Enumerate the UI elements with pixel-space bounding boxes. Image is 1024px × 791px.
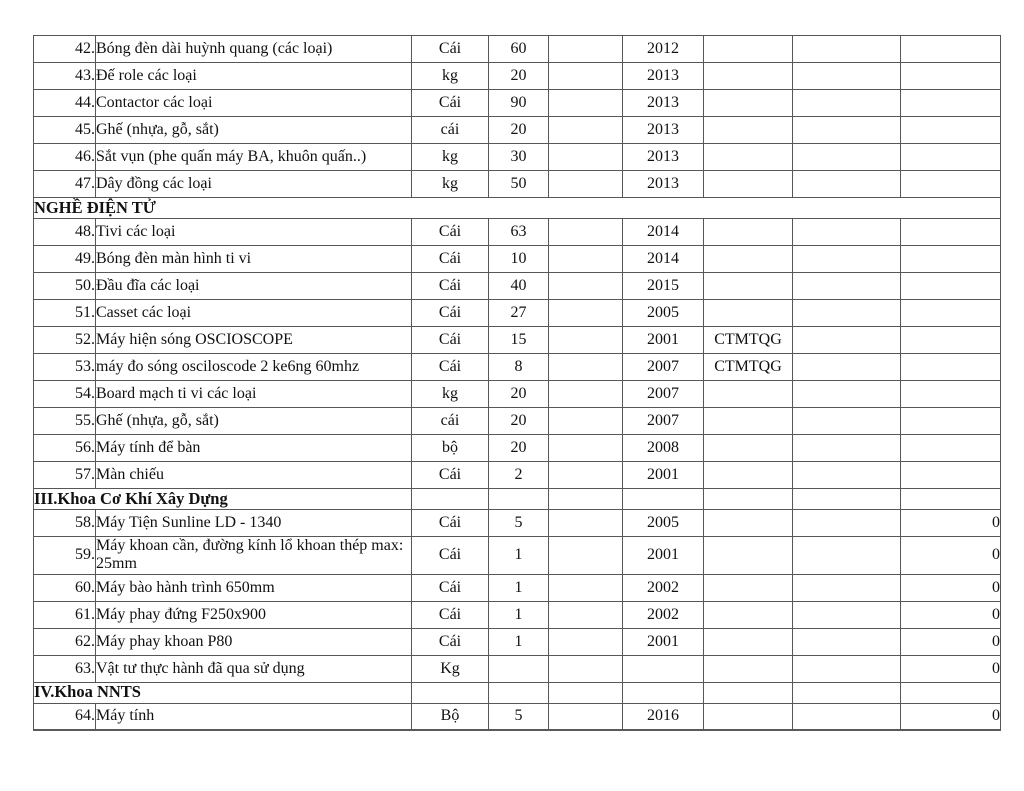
blank-cell xyxy=(793,300,901,327)
unit-cell: Kg xyxy=(412,655,489,682)
section-row xyxy=(34,489,1001,510)
row-number-cell: 44. xyxy=(34,90,96,117)
item-name-cell: Máy tính để bàn xyxy=(96,435,412,462)
blank-cell xyxy=(793,273,901,300)
year-cell: 2007 xyxy=(623,354,704,381)
year-cell: 2002 xyxy=(623,601,704,628)
quantity-cell: 27 xyxy=(489,300,549,327)
table-row xyxy=(34,381,1001,408)
quantity-cell: 5 xyxy=(489,703,549,730)
item-name-cell: Contactor các loại xyxy=(96,90,412,117)
table-row xyxy=(34,246,1001,273)
blank-cell xyxy=(549,601,623,628)
quantity-cell: 1 xyxy=(489,574,549,601)
item-name-cell: Board mạch ti vi các loại xyxy=(96,381,412,408)
unit-cell: Cái xyxy=(412,327,489,354)
blank-cell xyxy=(793,354,901,381)
unit-cell: Cái xyxy=(412,510,489,537)
row-number-cell: 42. xyxy=(34,36,96,63)
program-cell xyxy=(704,601,793,628)
program-cell xyxy=(704,574,793,601)
row-number-cell: 63. xyxy=(34,655,96,682)
table-row xyxy=(34,36,1001,63)
blank-cell xyxy=(793,117,901,144)
blank-cell xyxy=(549,354,623,381)
quantity-cell: 8 xyxy=(489,354,549,381)
row-number-cell: 45. xyxy=(34,117,96,144)
unit-cell: Cái xyxy=(412,300,489,327)
year-cell: 2012 xyxy=(623,36,704,63)
table-row xyxy=(34,435,1001,462)
program-cell xyxy=(704,300,793,327)
row-number-cell: 55. xyxy=(34,408,96,435)
table-row xyxy=(34,63,1001,90)
item-name-cell: Sắt vụn (phe quấn máy BA, khuôn quấn..) xyxy=(96,144,412,171)
value-cell xyxy=(901,300,1001,327)
program-cell xyxy=(704,537,793,575)
program-cell xyxy=(704,273,793,300)
item-name-cell: Casset các loại xyxy=(96,300,412,327)
unit-cell: kg xyxy=(412,144,489,171)
table-row xyxy=(34,327,1001,354)
unit-cell: kg xyxy=(412,171,489,198)
blank-cell xyxy=(412,489,489,510)
program-cell xyxy=(704,144,793,171)
blank-cell xyxy=(623,682,704,703)
row-number-cell: 59. xyxy=(34,537,96,575)
value-cell xyxy=(901,219,1001,246)
blank-cell xyxy=(793,381,901,408)
table-row xyxy=(34,300,1001,327)
section-label: NGHỀ ĐIỆN TỬ xyxy=(34,198,1001,219)
program-cell xyxy=(704,408,793,435)
item-name-cell: Máy phay đứng F250x900 xyxy=(96,601,412,628)
item-name-cell: Máy khoan cần, đường kính lổ khoan thép max: 25mm xyxy=(96,537,412,575)
quantity-cell: 40 xyxy=(489,273,549,300)
item-name-cell: Máy bào hành trình 650mm xyxy=(96,574,412,601)
row-number-cell: 53. xyxy=(34,354,96,381)
blank-cell xyxy=(793,537,901,575)
quantity-cell: 1 xyxy=(489,537,549,575)
blank-cell xyxy=(549,489,623,510)
blank-cell xyxy=(901,489,1001,510)
item-name-cell: Máy Tiện Sunline LD - 1340 xyxy=(96,510,412,537)
blank-cell xyxy=(549,537,623,575)
blank-cell xyxy=(793,682,901,703)
blank-cell xyxy=(793,601,901,628)
row-number-cell: 58. xyxy=(34,510,96,537)
unit-cell: Cái xyxy=(412,601,489,628)
blank-cell xyxy=(549,381,623,408)
unit-cell: Cái xyxy=(412,219,489,246)
row-number-cell: 62. xyxy=(34,628,96,655)
value-cell: 0 xyxy=(901,537,1001,575)
row-number-cell: 47. xyxy=(34,171,96,198)
blank-cell xyxy=(623,489,704,510)
year-cell: 2013 xyxy=(623,144,704,171)
section-label: IV.Khoa NNTS xyxy=(34,682,412,703)
quantity-cell: 15 xyxy=(489,327,549,354)
value-cell xyxy=(901,381,1001,408)
quantity-cell: 5 xyxy=(489,510,549,537)
blank-cell xyxy=(549,63,623,90)
unit-cell: kg xyxy=(412,63,489,90)
table-row xyxy=(34,574,1001,601)
item-name-cell: Tivi các loại xyxy=(96,219,412,246)
year-cell: 2001 xyxy=(623,327,704,354)
item-name-cell: Đế role các loại xyxy=(96,63,412,90)
year-cell: 2002 xyxy=(623,574,704,601)
blank-cell xyxy=(489,489,549,510)
quantity-cell: 2 xyxy=(489,462,549,489)
blank-cell xyxy=(549,36,623,63)
row-number-cell: 64. xyxy=(34,703,96,730)
section-label: III.Khoa Cơ Khí Xây Dựng xyxy=(34,489,412,510)
quantity-cell: 20 xyxy=(489,435,549,462)
program-cell xyxy=(704,219,793,246)
table-row xyxy=(34,117,1001,144)
blank-cell xyxy=(549,246,623,273)
year-cell: 2016 xyxy=(623,703,704,730)
table-row xyxy=(34,628,1001,655)
year-cell: 2015 xyxy=(623,273,704,300)
blank-cell xyxy=(793,144,901,171)
section-row xyxy=(34,198,1001,219)
value-cell xyxy=(901,36,1001,63)
item-name-cell: Máy phay khoan P80 xyxy=(96,628,412,655)
row-number-cell: 48. xyxy=(34,219,96,246)
blank-cell xyxy=(549,655,623,682)
unit-cell: Cái xyxy=(412,462,489,489)
row-number-cell: 51. xyxy=(34,300,96,327)
blank-cell xyxy=(549,90,623,117)
blank-cell xyxy=(549,703,623,730)
program-cell xyxy=(704,90,793,117)
unit-cell: Cái xyxy=(412,574,489,601)
blank-cell xyxy=(793,246,901,273)
blank-cell xyxy=(793,655,901,682)
year-cell: 2014 xyxy=(623,219,704,246)
blank-cell xyxy=(793,628,901,655)
table-row xyxy=(34,703,1001,730)
inventory-table xyxy=(33,35,1001,731)
year-cell: 2005 xyxy=(623,510,704,537)
unit-cell: Cái xyxy=(412,36,489,63)
year-cell: 2008 xyxy=(623,435,704,462)
value-cell xyxy=(901,246,1001,273)
year-cell: 2007 xyxy=(623,381,704,408)
table-row xyxy=(34,462,1001,489)
quantity-cell xyxy=(489,655,549,682)
program-cell xyxy=(704,655,793,682)
value-cell xyxy=(901,144,1001,171)
item-name-cell: Dây đồng các loại xyxy=(96,171,412,198)
year-cell: 2013 xyxy=(623,117,704,144)
blank-cell xyxy=(549,273,623,300)
program-cell xyxy=(704,246,793,273)
table-row xyxy=(34,273,1001,300)
quantity-cell: 1 xyxy=(489,601,549,628)
quantity-cell: 1 xyxy=(489,628,549,655)
blank-cell xyxy=(549,219,623,246)
table-row xyxy=(34,219,1001,246)
unit-cell: bộ xyxy=(412,435,489,462)
blank-cell xyxy=(793,63,901,90)
unit-cell: Cái xyxy=(412,628,489,655)
program-cell xyxy=(704,435,793,462)
value-cell: 0 xyxy=(901,703,1001,730)
unit-cell: cái xyxy=(412,408,489,435)
table-row xyxy=(34,601,1001,628)
blank-cell xyxy=(793,510,901,537)
row-number-cell: 50. xyxy=(34,273,96,300)
item-name-cell: Ghế (nhựa, gỗ, sắt) xyxy=(96,117,412,144)
value-cell xyxy=(901,117,1001,144)
table-row xyxy=(34,537,1001,575)
item-name-cell: Bóng đèn màn hình ti vi xyxy=(96,246,412,273)
value-cell: 0 xyxy=(901,628,1001,655)
year-cell: 2013 xyxy=(623,90,704,117)
program-cell xyxy=(704,63,793,90)
blank-cell xyxy=(489,682,549,703)
program-cell xyxy=(704,462,793,489)
value-cell xyxy=(901,273,1001,300)
row-number-cell: 57. xyxy=(34,462,96,489)
blank-cell xyxy=(793,408,901,435)
quantity-cell: 10 xyxy=(489,246,549,273)
item-name-cell: máy đo sóng osciloscode 2 ke6ng 60mhz xyxy=(96,354,412,381)
row-number-cell: 60. xyxy=(34,574,96,601)
value-cell: 0 xyxy=(901,601,1001,628)
blank-cell xyxy=(549,462,623,489)
blank-cell xyxy=(793,36,901,63)
item-name-cell: Bóng đèn dài huỳnh quang (các loại) xyxy=(96,36,412,63)
blank-cell xyxy=(793,574,901,601)
blank-cell xyxy=(793,703,901,730)
blank-cell xyxy=(549,574,623,601)
unit-cell: Cái xyxy=(412,537,489,575)
blank-cell xyxy=(704,489,793,510)
value-cell xyxy=(901,408,1001,435)
blank-cell xyxy=(793,327,901,354)
year-cell: 2001 xyxy=(623,537,704,575)
blank-cell xyxy=(793,462,901,489)
row-number-cell: 52. xyxy=(34,327,96,354)
year-cell: 2013 xyxy=(623,171,704,198)
year-cell: 2013 xyxy=(623,63,704,90)
blank-cell xyxy=(549,408,623,435)
row-number-cell: 49. xyxy=(34,246,96,273)
quantity-cell: 20 xyxy=(489,117,549,144)
quantity-cell: 20 xyxy=(489,63,549,90)
blank-cell xyxy=(549,435,623,462)
table-row xyxy=(34,171,1001,198)
blank-cell xyxy=(549,510,623,537)
table-row xyxy=(34,510,1001,537)
value-cell: 0 xyxy=(901,655,1001,682)
program-cell xyxy=(704,117,793,144)
row-number-cell: 61. xyxy=(34,601,96,628)
row-number-cell: 46. xyxy=(34,144,96,171)
program-cell: CTMTQG xyxy=(704,327,793,354)
program-cell xyxy=(704,381,793,408)
value-cell xyxy=(901,171,1001,198)
year-cell: 2007 xyxy=(623,408,704,435)
blank-cell xyxy=(549,117,623,144)
unit-cell: kg xyxy=(412,381,489,408)
value-cell xyxy=(901,354,1001,381)
year-cell: 2005 xyxy=(623,300,704,327)
unit-cell: cái xyxy=(412,117,489,144)
quantity-cell: 20 xyxy=(489,408,549,435)
unit-cell: Cái xyxy=(412,273,489,300)
program-cell: CTMTQG xyxy=(704,354,793,381)
quantity-cell: 60 xyxy=(489,36,549,63)
unit-cell: Bộ xyxy=(412,703,489,730)
unit-cell: Cái xyxy=(412,246,489,273)
program-cell xyxy=(704,703,793,730)
blank-cell xyxy=(549,144,623,171)
value-cell xyxy=(901,63,1001,90)
table-row xyxy=(34,408,1001,435)
table-row xyxy=(34,655,1001,682)
quantity-cell: 30 xyxy=(489,144,549,171)
value-cell: 0 xyxy=(901,574,1001,601)
blank-cell xyxy=(549,171,623,198)
year-cell: 2001 xyxy=(623,628,704,655)
blank-cell xyxy=(793,171,901,198)
year-cell xyxy=(623,655,704,682)
value-cell: 0 xyxy=(901,510,1001,537)
blank-cell xyxy=(549,628,623,655)
item-name-cell: Máy hiện sóng OSCIOSCOPE xyxy=(96,327,412,354)
quantity-cell: 50 xyxy=(489,171,549,198)
blank-cell xyxy=(549,327,623,354)
item-name-cell: Máy tính xyxy=(96,703,412,730)
program-cell xyxy=(704,36,793,63)
item-name-cell: Ghế (nhựa, gỗ, sắt) xyxy=(96,408,412,435)
value-cell xyxy=(901,435,1001,462)
blank-cell xyxy=(549,682,623,703)
value-cell xyxy=(901,327,1001,354)
table-row xyxy=(34,354,1001,381)
quantity-cell: 90 xyxy=(489,90,549,117)
blank-cell xyxy=(793,90,901,117)
table-row xyxy=(34,90,1001,117)
unit-cell: Cái xyxy=(412,90,489,117)
blank-cell xyxy=(412,682,489,703)
quantity-cell: 20 xyxy=(489,381,549,408)
value-cell xyxy=(901,462,1001,489)
value-cell xyxy=(901,90,1001,117)
year-cell: 2001 xyxy=(623,462,704,489)
program-cell xyxy=(704,628,793,655)
program-cell xyxy=(704,510,793,537)
table-row xyxy=(34,144,1001,171)
item-name-cell: Đầu đĩa các loại xyxy=(96,273,412,300)
unit-cell: Cái xyxy=(412,354,489,381)
blank-cell xyxy=(793,435,901,462)
row-number-cell: 54. xyxy=(34,381,96,408)
blank-cell xyxy=(901,682,1001,703)
row-number-cell: 56. xyxy=(34,435,96,462)
blank-cell xyxy=(704,682,793,703)
blank-cell xyxy=(793,489,901,510)
quantity-cell: 63 xyxy=(489,219,549,246)
blank-cell xyxy=(549,300,623,327)
year-cell: 2014 xyxy=(623,246,704,273)
item-name-cell: Vật tư thực hành đã qua sử dụng xyxy=(96,655,412,682)
blank-cell xyxy=(793,219,901,246)
item-name-cell: Màn chiếu xyxy=(96,462,412,489)
row-number-cell: 43. xyxy=(34,63,96,90)
program-cell xyxy=(704,171,793,198)
section-row xyxy=(34,682,1001,703)
